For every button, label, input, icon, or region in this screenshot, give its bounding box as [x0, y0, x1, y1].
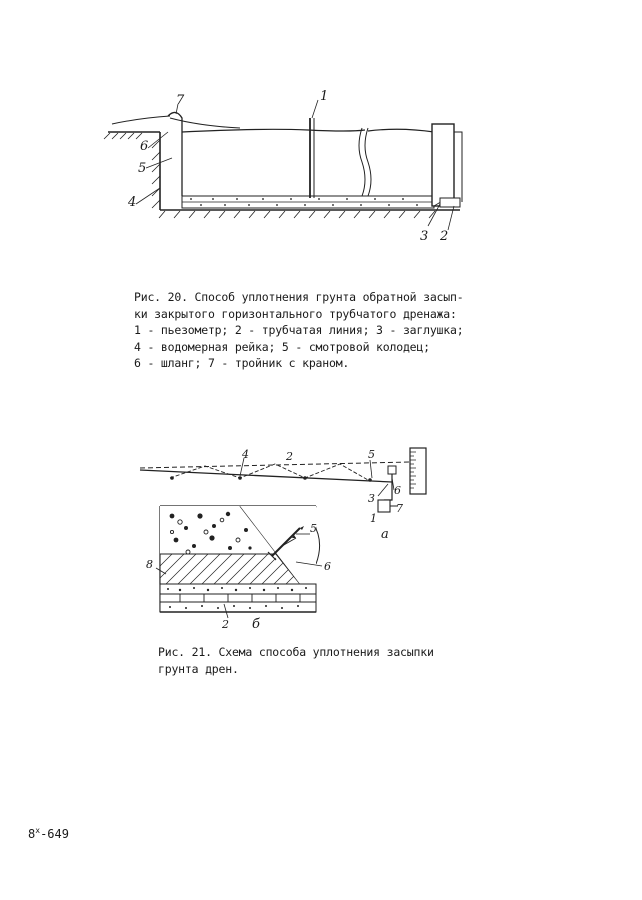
fig21-label-5b: 5 — [310, 522, 317, 535]
caption-line: грунта дрен. — [158, 661, 239, 676]
fig20-label-7: 7 — [176, 93, 185, 108]
figure-21-caption — [158, 644, 434, 677]
caption-line: Рис. 20. Способ уплотнения грунта обратной засып- — [134, 290, 464, 304]
fig21-label-b: б — [252, 617, 260, 632]
fig21-label-7: 7 — [396, 502, 403, 515]
fig21-label-2b: 2 — [222, 618, 229, 631]
caption-line: 1 - пьезометр; 2 - трубчатая линия; 3 - заглушка; — [134, 323, 464, 337]
fig20-label-2: 2 — [440, 229, 449, 244]
caption-line: Рис. 21. Схема способа уплотнения засыпки — [158, 645, 434, 659]
folio-suffix: -649 — [40, 827, 69, 841]
fig21-label-8: 8 — [146, 558, 153, 571]
fig21-label-6b: 6 — [324, 560, 331, 573]
fig20-label-1: 1 — [320, 89, 329, 104]
fig20-label-6: 6 — [140, 139, 149, 154]
fig21-label-1: 1 — [370, 512, 377, 525]
fig21-label-a: а — [381, 527, 389, 542]
fig21-label-5: 5 — [368, 448, 375, 461]
page-folio — [28, 826, 69, 841]
caption-line: 4 - водомерная рейка; 5 - смотровой колодец; — [134, 339, 430, 354]
fig20-label-4: 4 — [128, 195, 137, 210]
caption-line: 6 - шланг; 7 - тройник с краном. — [134, 356, 350, 370]
fig21-label-6: 6 — [394, 484, 401, 497]
fig21-label-3: 3 — [368, 492, 375, 505]
fig20-label-5: 5 — [138, 161, 147, 176]
caption-line: ки закрытого горизонтального трубчатого дренажа: — [134, 306, 457, 321]
folio-number: 8 — [28, 827, 36, 841]
fig20-label-3: 3 — [420, 229, 429, 244]
fig21-label-4: 4 — [242, 448, 249, 461]
folio-superscript: х — [35, 826, 41, 835]
fig21-label-2: 2 — [286, 450, 293, 463]
